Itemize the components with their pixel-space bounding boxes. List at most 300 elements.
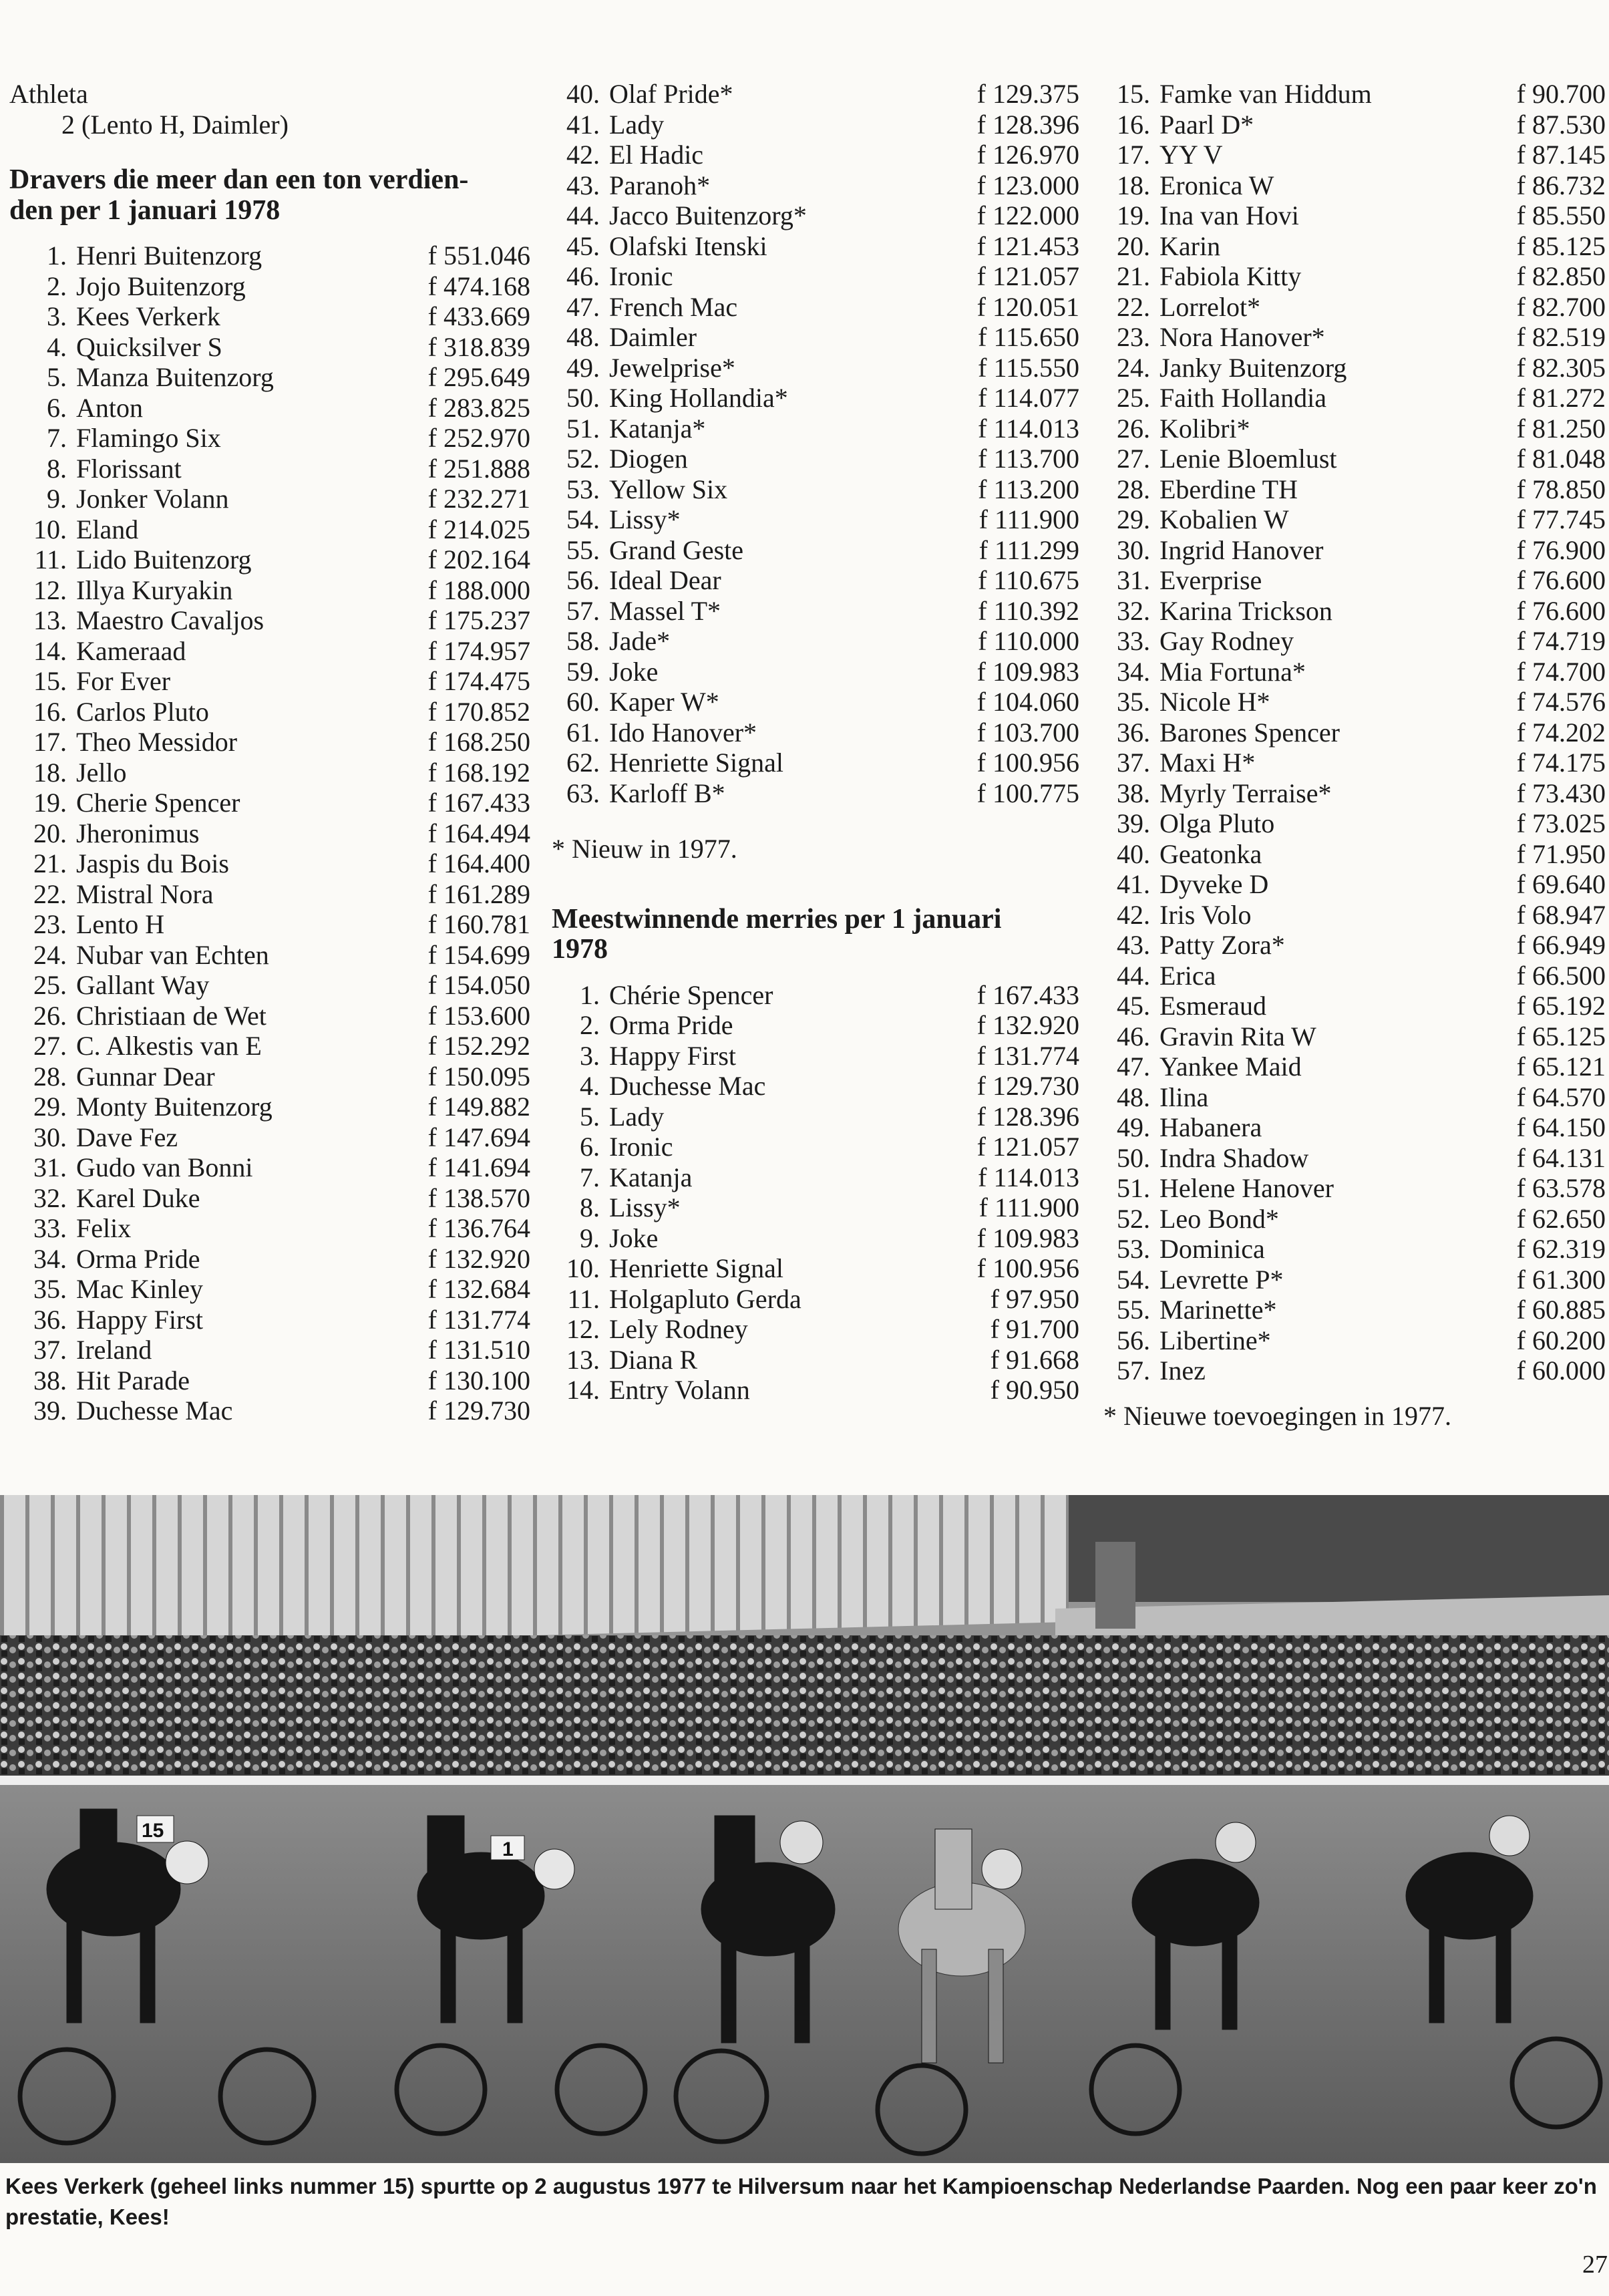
rank-number: 45. xyxy=(566,230,600,261)
list-item xyxy=(1103,839,1606,870)
list-item xyxy=(9,727,530,758)
list-item xyxy=(1103,1234,1606,1265)
rank-number: 50. xyxy=(1117,1142,1150,1173)
earnings-amount: f 65.125 xyxy=(1516,1021,1606,1051)
horse-name: Henriette Signal xyxy=(609,1253,784,1283)
rank-number: 14. xyxy=(33,635,67,666)
list-item xyxy=(9,240,530,271)
horse-name: Christiaan de Wet xyxy=(76,1000,266,1031)
horse-name: Ironic xyxy=(609,1132,673,1162)
list-item xyxy=(1103,748,1606,778)
list-item xyxy=(1103,1265,1606,1295)
horse-name: Grand Geste xyxy=(609,534,744,565)
list-item xyxy=(552,200,1079,231)
horse-name: Jojo Buitenzorg xyxy=(76,271,246,301)
earnings-amount: f 164.494 xyxy=(427,818,530,848)
horse-name: Ilina xyxy=(1159,1082,1209,1112)
horse-name: Olaf Pride* xyxy=(609,79,733,109)
earnings-amount: f 100.956 xyxy=(976,1253,1079,1283)
list-item xyxy=(9,605,530,636)
earnings-amount: f 164.400 xyxy=(427,848,530,878)
earnings-amount: f 168.250 xyxy=(427,727,530,757)
horse-name: For Ever xyxy=(76,666,171,696)
rank-number: 49. xyxy=(1117,1112,1150,1142)
earnings-amount: f 132.684 xyxy=(427,1274,530,1304)
list-item xyxy=(1103,322,1606,353)
section1-heading-line1: Dravers die meer dan een ton verdien- xyxy=(9,164,469,195)
horse-name: Jade* xyxy=(609,626,671,656)
rank-number: 51. xyxy=(1117,1173,1150,1203)
earnings-amount: f 82.305 xyxy=(1516,352,1606,383)
list-item xyxy=(1103,778,1606,809)
rank-number: 61. xyxy=(566,717,600,748)
rank-number: 7. xyxy=(580,1162,600,1192)
list-item xyxy=(552,140,1079,170)
horse-name: Kaper W* xyxy=(609,687,719,717)
rank-number: 47. xyxy=(566,291,600,322)
horse-name: Ireland xyxy=(76,1335,152,1365)
horse-name: Eland xyxy=(76,514,139,544)
rank-number: 2. xyxy=(47,271,67,301)
list-item xyxy=(1103,200,1606,231)
earnings-amount: f 69.640 xyxy=(1516,869,1606,899)
earnings-amount: f 174.957 xyxy=(427,635,530,666)
rank-number: 21. xyxy=(1117,261,1150,291)
horse-name: Levrette P* xyxy=(1159,1264,1284,1295)
list-item xyxy=(9,332,530,363)
horse-name: Jacco Buitenzorg* xyxy=(609,200,807,230)
list-item xyxy=(9,848,530,879)
list-item xyxy=(1103,535,1606,566)
rank-number: 39. xyxy=(1117,808,1150,838)
list-item xyxy=(1103,504,1606,535)
earnings-amount: f 82.700 xyxy=(1516,291,1606,322)
earnings-amount: f 74.576 xyxy=(1516,687,1606,717)
horse-name: Monty Buitenzorg xyxy=(76,1092,273,1122)
earnings-amount: f 68.947 xyxy=(1516,899,1606,930)
earnings-amount: f 114.013 xyxy=(978,1162,1079,1192)
rank-number: 21. xyxy=(33,848,67,878)
rank-number: 49. xyxy=(566,352,600,383)
earnings-amount: f 121.057 xyxy=(976,261,1079,291)
horse-name: Lorrelot* xyxy=(1159,291,1261,322)
horse-name: Diana R xyxy=(609,1344,698,1375)
list-item xyxy=(9,1001,530,1031)
rank-number: 23. xyxy=(1117,322,1150,352)
earnings-amount: f 74.202 xyxy=(1516,717,1606,748)
column-left xyxy=(9,79,530,1426)
list-item xyxy=(9,788,530,818)
horse-name: Eronica W xyxy=(1159,170,1274,200)
rank-number: 23. xyxy=(33,909,67,939)
horse-name: Leo Bond* xyxy=(1159,1203,1279,1234)
rank-number: 57. xyxy=(1117,1355,1150,1385)
rank-number: 63. xyxy=(566,778,600,808)
rank-number: 53. xyxy=(566,474,600,504)
rank-number: 20. xyxy=(1117,230,1150,261)
list-item xyxy=(1103,261,1606,292)
rank-number: 41. xyxy=(566,109,600,140)
rank-number: 51. xyxy=(566,413,600,444)
earnings-amount: f 81.272 xyxy=(1516,383,1606,413)
list-item xyxy=(9,909,530,940)
section2-heading-line2: 1978 xyxy=(552,934,608,965)
rank-number: 10. xyxy=(566,1253,600,1283)
horse-name: Joke xyxy=(609,1222,659,1253)
rank-number: 42. xyxy=(1117,899,1150,930)
rank-number: 28. xyxy=(33,1061,67,1092)
horse-name: Manza Buitenzorg xyxy=(76,362,274,392)
rank-number: 29. xyxy=(1117,504,1150,534)
rank-number: 26. xyxy=(33,1000,67,1031)
earnings-amount: f 76.600 xyxy=(1516,565,1606,595)
earnings-amount: f 113.200 xyxy=(978,474,1079,504)
grandstand xyxy=(0,1495,1069,1649)
earnings-amount: f 149.882 xyxy=(427,1092,530,1122)
earnings-amount: f 132.920 xyxy=(976,1010,1079,1040)
rank-number: 44. xyxy=(566,200,600,230)
horse-name: Fabiola Kitty xyxy=(1159,261,1302,291)
list-item xyxy=(552,1102,1079,1132)
earnings-amount: f 64.131 xyxy=(1516,1142,1606,1173)
horse-name: Carlos Pluto xyxy=(76,696,209,727)
earnings-amount: f 66.500 xyxy=(1516,960,1606,991)
earnings-amount: f 109.983 xyxy=(976,1222,1079,1253)
earnings-amount: f 232.271 xyxy=(427,484,530,514)
rank-number: 55. xyxy=(566,534,600,565)
rank-number: 32. xyxy=(33,1182,67,1213)
horse-name: Chérie Spencer xyxy=(609,979,773,1010)
earnings-amount: f 91.668 xyxy=(990,1344,1079,1375)
earnings-amount: f 129.375 xyxy=(976,79,1079,109)
list-item xyxy=(1103,930,1606,961)
rank-number: 8. xyxy=(580,1192,600,1222)
rank-number: 35. xyxy=(1117,687,1150,717)
earnings-amount: f 168.192 xyxy=(427,757,530,788)
list-item xyxy=(1103,900,1606,931)
earnings-amount: f 77.745 xyxy=(1516,504,1606,534)
rank-number: 48. xyxy=(1117,1082,1150,1112)
intro-pedigree: 2 (Lento H, Daimler) xyxy=(61,109,289,140)
list-item xyxy=(552,748,1079,778)
list-item xyxy=(1103,1021,1606,1052)
list-item xyxy=(1103,565,1606,596)
rank-number: 18. xyxy=(1117,170,1150,200)
earnings-amount: f 111.900 xyxy=(978,504,1079,534)
rank-number: 33. xyxy=(1117,626,1150,656)
list-item xyxy=(1103,1204,1606,1235)
earnings-amount: f 474.168 xyxy=(427,271,530,301)
list-item xyxy=(9,1305,530,1335)
horse-name: Lento H xyxy=(76,909,165,939)
list-item xyxy=(552,657,1079,687)
horse-name: Iris Volo xyxy=(1159,899,1252,930)
horse-name: Florissant xyxy=(76,453,182,484)
list-item xyxy=(552,322,1079,353)
horse-name: Karin xyxy=(1159,230,1221,261)
horse-name: Lenie Bloemlust xyxy=(1159,444,1337,474)
rank-number: 28. xyxy=(1117,474,1150,504)
saddlecloth-1: 1 xyxy=(502,1838,514,1860)
list-item xyxy=(9,484,530,514)
section1-heading-line2: den per 1 januari 1978 xyxy=(9,194,281,226)
earnings-amount: f 90.700 xyxy=(1516,79,1606,109)
rank-number: 45. xyxy=(1117,991,1150,1021)
horse-name: Orma Pride xyxy=(609,1010,733,1040)
list-item xyxy=(9,697,530,727)
horse-name: Gallant Way xyxy=(76,970,210,1000)
earnings-amount: f 283.825 xyxy=(427,392,530,423)
rank-number: 27. xyxy=(33,1031,67,1061)
horse-name: Entry Volann xyxy=(609,1375,750,1405)
list-item xyxy=(9,1061,530,1092)
list-item xyxy=(552,717,1079,748)
list-item xyxy=(552,261,1079,292)
list-item xyxy=(9,970,530,1001)
rank-number: 11. xyxy=(567,1283,600,1314)
horse-name: French Mac xyxy=(609,291,738,322)
horse-name: Jheronimus xyxy=(76,818,200,848)
rank-number: 15. xyxy=(33,666,67,696)
rank-number: 12. xyxy=(566,1314,600,1344)
earnings-amount: f 132.920 xyxy=(427,1243,530,1274)
list-item xyxy=(1103,626,1606,657)
earnings-amount: f 160.781 xyxy=(427,909,530,939)
rank-number: 3. xyxy=(47,301,67,331)
list-item xyxy=(9,1092,530,1122)
earnings-amount: f 154.699 xyxy=(427,939,530,970)
horse-name: Nicole H* xyxy=(1159,687,1270,717)
rank-number: 24. xyxy=(1117,352,1150,383)
horse-name: Esmeraud xyxy=(1159,991,1266,1021)
rank-number: 17. xyxy=(1117,140,1150,170)
list-item xyxy=(552,444,1079,474)
earnings-amount: f 74.175 xyxy=(1516,748,1606,778)
column-middle xyxy=(552,79,1079,1406)
horse-name: Lissy* xyxy=(609,504,681,534)
rank-number: 41. xyxy=(1117,869,1150,899)
list-item xyxy=(9,879,530,910)
horse-name: King Hollandia* xyxy=(609,383,788,413)
horse-name: Henriette Signal xyxy=(609,748,784,778)
earnings-amount: f 60.885 xyxy=(1516,1295,1606,1325)
horse-name: Ina van Hovi xyxy=(1159,200,1299,230)
earnings-amount: f 73.430 xyxy=(1516,778,1606,808)
list-item xyxy=(552,687,1079,717)
horse-name: Nora Hanover* xyxy=(1159,322,1325,352)
rank-number: 43. xyxy=(566,170,600,200)
horse-name: Yellow Six xyxy=(609,474,728,504)
list-item xyxy=(1103,231,1606,262)
rank-number: 22. xyxy=(1117,291,1150,322)
earnings-amount: f 111.900 xyxy=(978,1192,1079,1222)
page-number: 27 xyxy=(1582,2251,1608,2279)
rank-number: 1. xyxy=(47,240,67,271)
list-item xyxy=(552,1162,1079,1193)
horse-name: Hit Parade xyxy=(76,1365,190,1396)
rank-number: 40. xyxy=(1117,838,1150,869)
list-item xyxy=(552,1010,1079,1041)
earnings-amount: f 71.950 xyxy=(1516,838,1606,869)
earnings-amount: f 214.025 xyxy=(427,514,530,544)
earnings-amount: f 202.164 xyxy=(427,544,530,575)
earnings-amount: f 153.600 xyxy=(427,1000,530,1031)
list-item xyxy=(1103,383,1606,414)
horse-name: Jewelprise* xyxy=(609,352,735,383)
earnings-amount: f 110.000 xyxy=(978,626,1079,656)
list-item xyxy=(1103,79,1606,110)
earnings-amount: f 141.694 xyxy=(427,1152,530,1182)
rank-number: 7. xyxy=(47,423,67,453)
horse-name: Helene Hanover xyxy=(1159,1173,1334,1203)
list-item xyxy=(552,1253,1079,1284)
list-item xyxy=(9,1365,530,1396)
earnings-amount: f 131.510 xyxy=(427,1335,530,1365)
earnings-amount: f 82.519 xyxy=(1516,322,1606,352)
horse-name: Maestro Cavaljos xyxy=(76,605,264,635)
rank-number: 20. xyxy=(33,818,67,848)
list-item xyxy=(9,1122,530,1153)
rank-number: 46. xyxy=(1117,1021,1150,1051)
earnings-amount: f 131.774 xyxy=(427,1304,530,1335)
horse-name: Karloff B* xyxy=(609,778,725,808)
horse-name: C. Alkestis van E xyxy=(76,1031,262,1061)
earnings-amount: f 81.250 xyxy=(1516,413,1606,444)
list-item xyxy=(552,535,1079,566)
earnings-amount: f 128.396 xyxy=(976,109,1079,140)
earnings-amount: f 82.850 xyxy=(1516,261,1606,291)
horse-name: Dave Fez xyxy=(76,1122,178,1152)
rank-number: 39. xyxy=(33,1396,67,1426)
earnings-amount: f 100.775 xyxy=(976,778,1079,808)
horse-name: Lely Rodney xyxy=(609,1314,748,1344)
horse-name: Illya Kuryakin xyxy=(76,575,233,605)
rank-number: 36. xyxy=(33,1304,67,1335)
list-item xyxy=(9,271,530,302)
rank-number: 16. xyxy=(1117,109,1150,140)
list-item xyxy=(9,1396,530,1426)
list-item xyxy=(9,758,530,788)
rank-number: 4. xyxy=(580,1071,600,1101)
horse-name: Diogen xyxy=(609,444,688,474)
horse-name: YY V xyxy=(1159,140,1223,170)
harness-race-illustration xyxy=(0,1495,1609,2163)
rank-number: 13. xyxy=(566,1344,600,1375)
earnings-amount: f 295.649 xyxy=(427,362,530,392)
list-item xyxy=(1103,657,1606,687)
horse-name: Mistral Nora xyxy=(76,878,214,909)
earnings-amount: f 74.719 xyxy=(1516,626,1606,656)
list-item xyxy=(552,292,1079,323)
saddlecloth-15: 15 xyxy=(142,1820,164,1842)
horse-name: Lady xyxy=(609,109,665,140)
list-item xyxy=(552,1375,1079,1406)
earnings-amount: f 113.700 xyxy=(978,444,1079,474)
list-item xyxy=(552,414,1079,444)
list-item xyxy=(1103,1355,1606,1386)
list-item xyxy=(1103,991,1606,1021)
horse-name: Ido Hanover* xyxy=(609,717,757,748)
list-item xyxy=(1103,353,1606,383)
earnings-amount: f 128.396 xyxy=(976,1101,1079,1132)
horse-name: Lady xyxy=(609,1101,665,1132)
earnings-amount: f 129.730 xyxy=(427,1396,530,1426)
earnings-amount: f 174.475 xyxy=(427,666,530,696)
horse-name: Paarl D* xyxy=(1159,109,1254,140)
earnings-amount: f 551.046 xyxy=(427,240,530,271)
list-item xyxy=(9,1335,530,1365)
rank-number: 30. xyxy=(1117,534,1150,565)
list-item xyxy=(1103,687,1606,717)
horse-name: Holgapluto Gerda xyxy=(609,1283,801,1314)
earnings-amount: f 91.700 xyxy=(990,1314,1079,1344)
list-item xyxy=(1103,1051,1606,1082)
horse-name: Libertine* xyxy=(1159,1325,1271,1355)
earnings-amount: f 87.145 xyxy=(1516,140,1606,170)
rank-number: 33. xyxy=(33,1213,67,1243)
rank-number: 3. xyxy=(580,1040,600,1071)
earnings-amount: f 87.530 xyxy=(1516,109,1606,140)
earnings-amount: f 63.578 xyxy=(1516,1173,1606,1203)
rank-number: 34. xyxy=(1117,656,1150,687)
earnings-amount: f 90.950 xyxy=(990,1375,1079,1405)
horse-name: Kobalien W xyxy=(1159,504,1289,534)
list-item xyxy=(9,514,530,545)
rank-number: 14. xyxy=(566,1375,600,1405)
horse-name: Katanja* xyxy=(609,413,706,444)
horse-name: Katanja xyxy=(609,1162,693,1192)
rank-number: 24. xyxy=(33,939,67,970)
list-item xyxy=(1103,1082,1606,1113)
race-photo xyxy=(0,1495,1609,2163)
rail xyxy=(0,1776,1609,1785)
earnings-amount: f 103.700 xyxy=(976,717,1079,748)
horse-name: Joke xyxy=(609,656,659,687)
earnings-amount: f 131.774 xyxy=(976,1040,1079,1071)
mares-list-part2 xyxy=(1103,79,1606,1386)
list-item xyxy=(9,454,530,484)
list-item xyxy=(552,110,1079,140)
list-item xyxy=(552,1192,1079,1223)
list-item xyxy=(552,170,1079,201)
horse-name: Jonker Volann xyxy=(76,484,229,514)
section1-footnote: * Nieuw in 1977. xyxy=(552,834,737,864)
rank-number: 31. xyxy=(33,1152,67,1182)
horse-name: Happy First xyxy=(609,1040,736,1071)
horse-name: Inez xyxy=(1159,1355,1206,1385)
list-item xyxy=(552,980,1079,1011)
horse-name: Lissy* xyxy=(609,1192,681,1222)
rank-number: 5. xyxy=(47,362,67,392)
earnings-amount: f 188.000 xyxy=(427,575,530,605)
earnings-amount: f 252.970 xyxy=(427,423,530,453)
list-item xyxy=(552,504,1079,535)
rank-number: 60. xyxy=(566,687,600,717)
horse-name: Kameraad xyxy=(76,635,186,666)
horse-name: Mia Fortuna* xyxy=(1159,656,1306,687)
list-item xyxy=(1103,1325,1606,1356)
rank-number: 29. xyxy=(33,1092,67,1122)
rank-number: 54. xyxy=(1117,1264,1150,1295)
horse-name: Olafski Itenski xyxy=(609,230,767,261)
section2-heading-line1: Meestwinnende merries per 1 januari xyxy=(552,903,1002,935)
list-item xyxy=(9,1031,530,1061)
earnings-amount: f 130.100 xyxy=(427,1365,530,1396)
list-item xyxy=(552,1223,1079,1254)
rank-number: 43. xyxy=(1117,930,1150,960)
list-item xyxy=(1103,596,1606,627)
earnings-amount: f 74.700 xyxy=(1516,656,1606,687)
